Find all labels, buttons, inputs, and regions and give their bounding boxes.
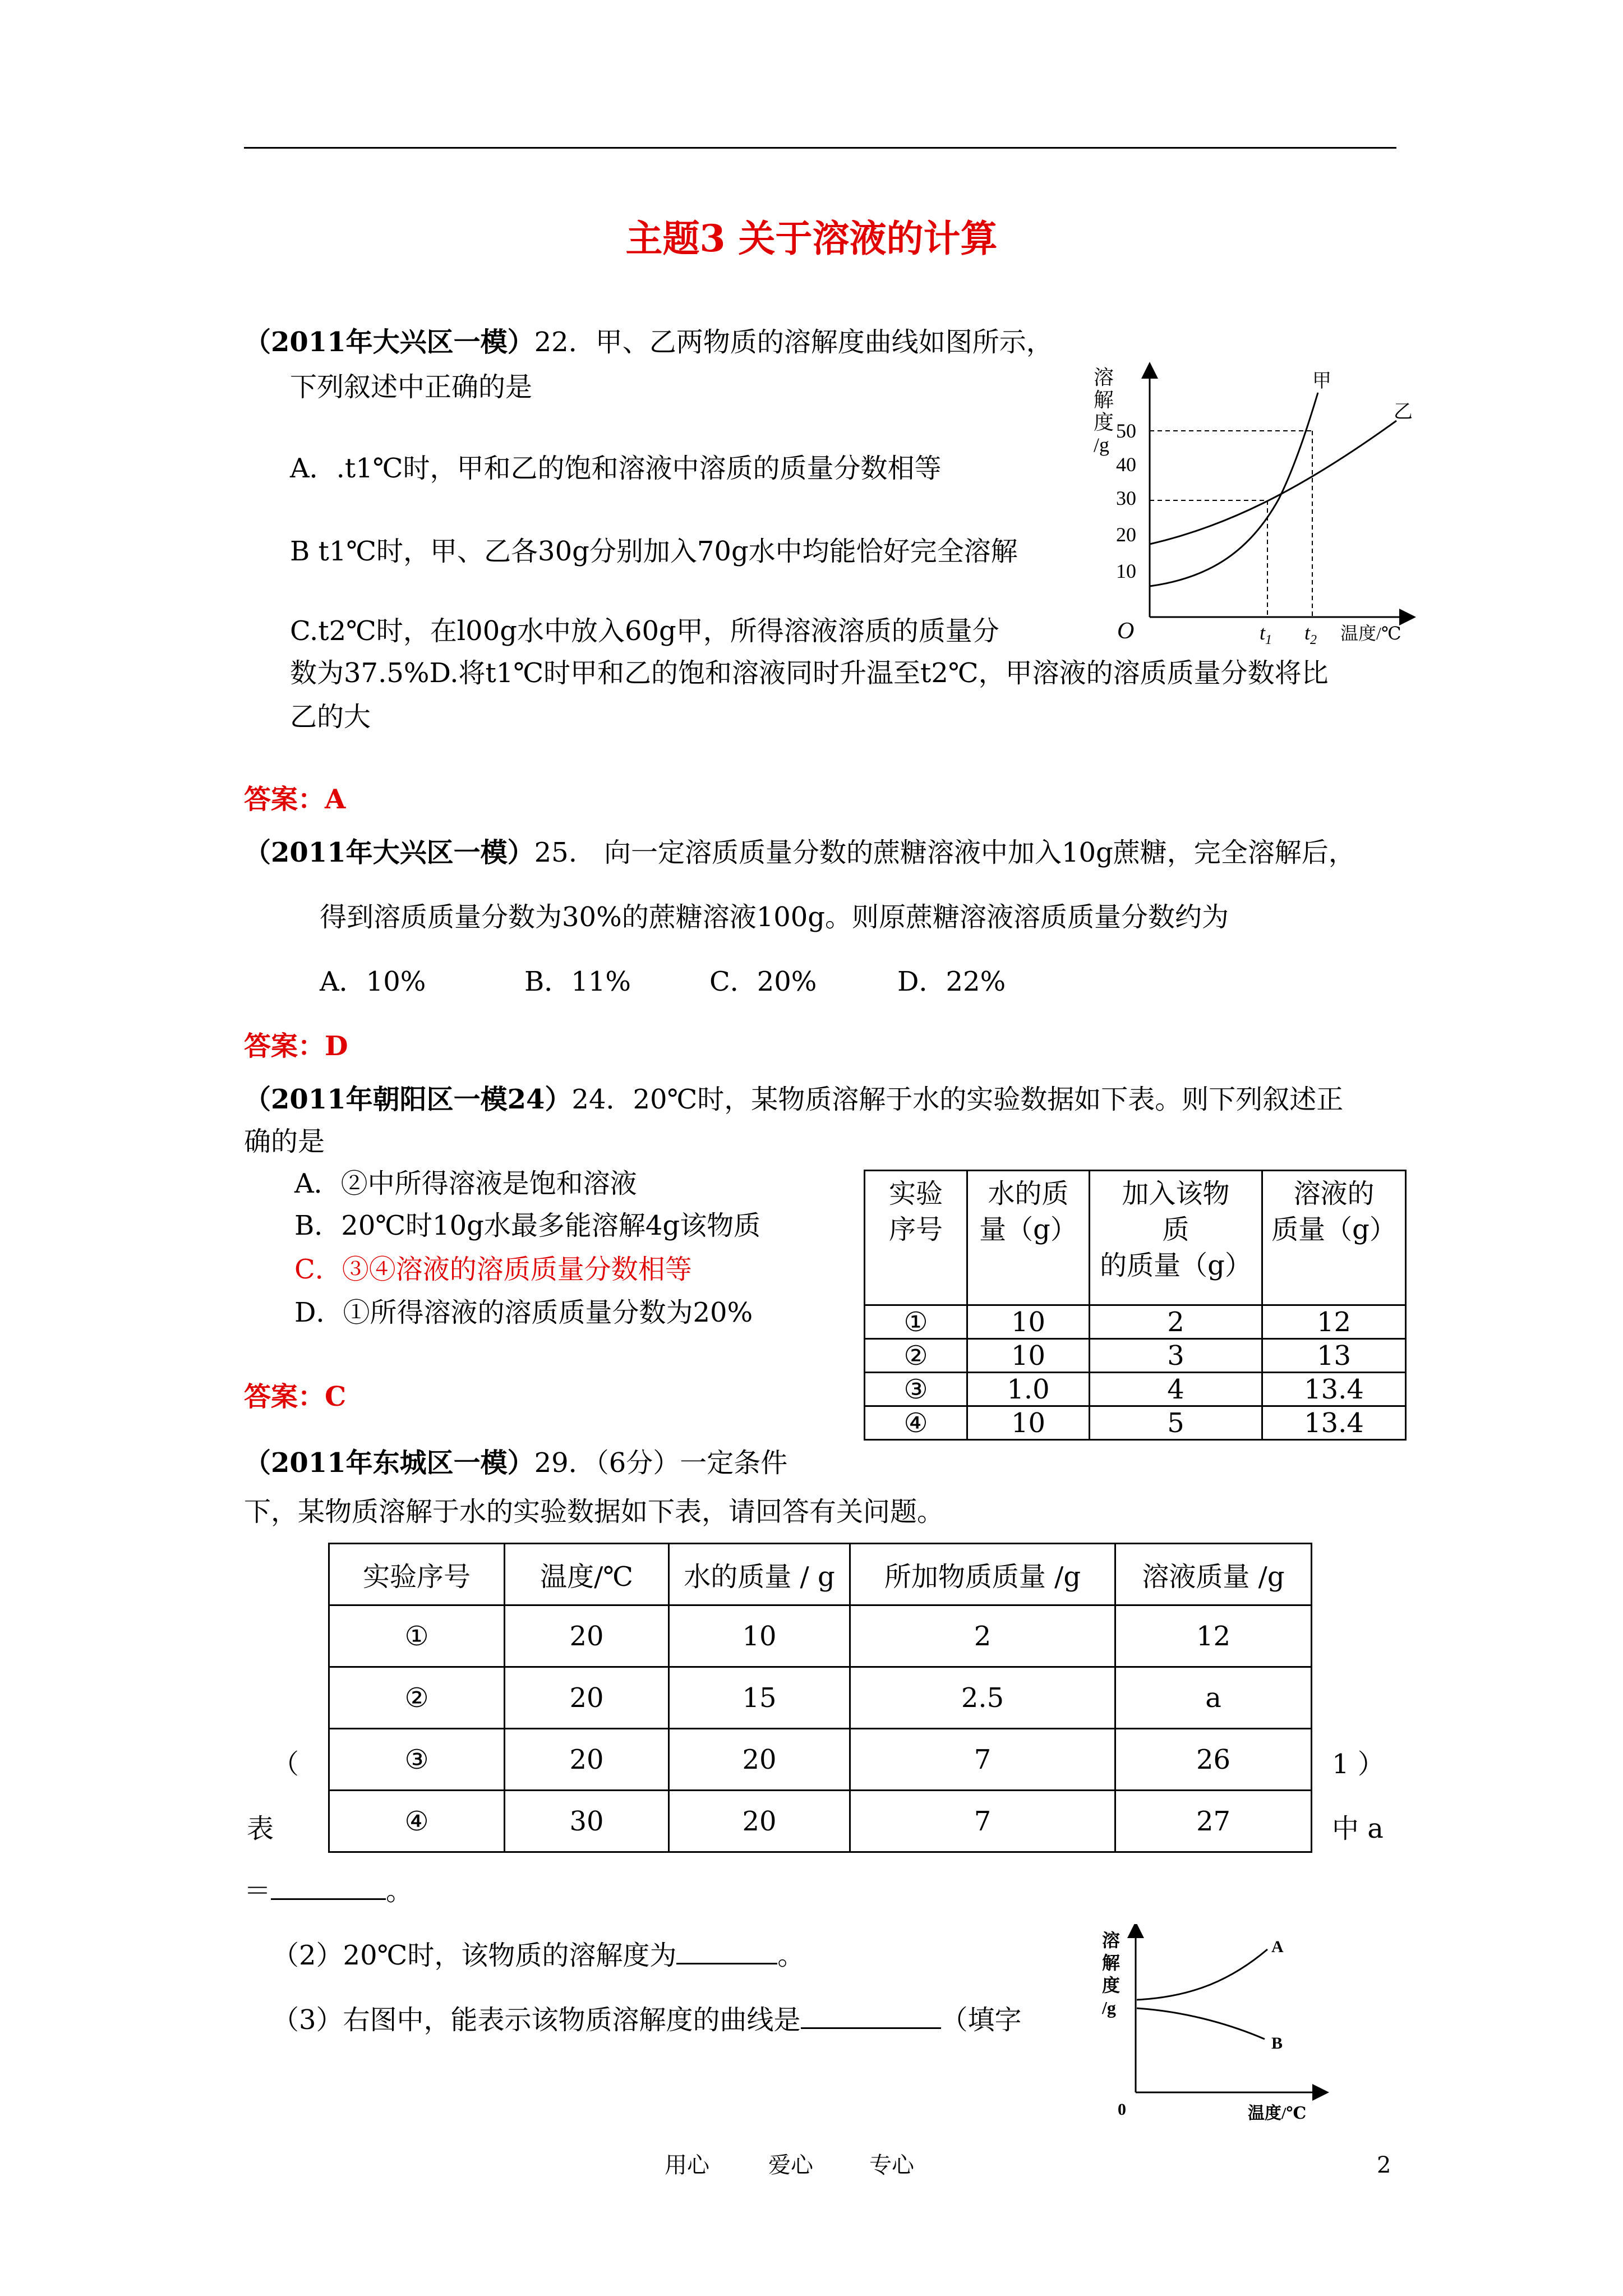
q22-ylabel-3: 度 bbox=[1094, 411, 1114, 434]
q25-option-a: A．10% bbox=[320, 966, 426, 997]
q22-stem-line1: （2011年大兴区一模）22．甲、乙两物质的溶解度曲线如图所示， bbox=[244, 326, 1053, 358]
table-row: ① 20 10 2 12 bbox=[329, 1605, 1312, 1667]
q22-xtick-t1: $t_1$ bbox=[1260, 622, 1272, 645]
q29-p1-blank-line: ＝ 。 bbox=[244, 1874, 413, 1908]
q29-p3: （3）右图中，能表示该物质溶解度的曲线是 （填字 bbox=[272, 2003, 1022, 2037]
q29-ylabel-2: 解 bbox=[1102, 1953, 1121, 1973]
header-rule bbox=[244, 147, 1396, 149]
q22-ytick-40: 40 bbox=[1116, 453, 1136, 476]
q24-source: （2011年朝阳区一模24） bbox=[244, 1084, 572, 1115]
q22-source: （2011年大兴区一模） bbox=[244, 326, 534, 358]
q22-option-cd: 数为37.5%D.将t1℃时甲和乙的饱和溶液同时升温至t2℃，甲溶液的溶质质量分数将比 bbox=[290, 657, 1329, 689]
q25-option-d: D．22% bbox=[897, 966, 1006, 997]
table-row: ③ 20 20 7 26 bbox=[329, 1729, 1312, 1791]
q29-p2: （2）20℃时，该物质的溶解度为 。 bbox=[272, 1938, 804, 1972]
q24-col-solution: 溶液的 质量（g） bbox=[1262, 1171, 1406, 1305]
table-row: ④ 30 20 7 27 bbox=[329, 1791, 1312, 1852]
q22-series-jia: 甲 bbox=[1312, 371, 1331, 392]
q22-curve-yi bbox=[1150, 421, 1396, 544]
q29-col-water: 水的质量 / g bbox=[669, 1544, 850, 1605]
q29-p1-table-word: 表 bbox=[247, 1813, 274, 1844]
q22-ytick-30: 30 bbox=[1116, 487, 1136, 509]
q22-origin: O bbox=[1117, 618, 1135, 644]
q29-col-solution: 溶液质量 /g bbox=[1115, 1544, 1312, 1605]
q25-answer: 答案：D bbox=[244, 1030, 348, 1062]
q29-col-index: 实验序号 bbox=[329, 1544, 505, 1605]
q29-p1-number: 1 ） bbox=[1332, 1749, 1385, 1780]
table-row: ④ 10 5 13.4 bbox=[865, 1406, 1406, 1440]
q22-ylabel-2: 解 bbox=[1094, 389, 1114, 411]
q22-answer: 答案：A bbox=[244, 784, 346, 815]
q29-source: （2011年东城区一模） bbox=[244, 1447, 534, 1479]
q25-stem-line2: 得到溶质质量分数为30%的蔗糖溶液100g。则原蔗糖溶液溶质质量分数约为 bbox=[320, 901, 1229, 933]
q24-option-a: A．②中所得溶液是饱和溶液 bbox=[294, 1168, 637, 1199]
q24-col-added: 加入该物 质 的质量（g） bbox=[1090, 1171, 1262, 1305]
q22-ytick-50: 50 bbox=[1116, 420, 1136, 442]
q24-option-d: D．①所得溶液的溶质质量分数为20% bbox=[294, 1297, 753, 1328]
q22-ylabel-1: 溶 bbox=[1094, 366, 1114, 389]
q29-curve-a bbox=[1137, 1949, 1267, 2000]
q29-data-table bbox=[328, 1543, 1312, 1853]
q29-stem-line2: 下，某物质溶解于水的实验数据如下表，请回答有关问题。 bbox=[244, 1496, 944, 1527]
page-number: 2 bbox=[1377, 2152, 1391, 2178]
q25-option-b: B．11% bbox=[524, 966, 631, 997]
q29-p1-middle: 中 a bbox=[1332, 1813, 1384, 1844]
footer-item-1: 用心 bbox=[665, 2152, 709, 2178]
q24-option-b: B．20℃时10g水最多能溶解4g该物质 bbox=[294, 1210, 761, 1241]
q25-source: （2011年大兴区一模） bbox=[244, 837, 534, 868]
footer-item-2: 爱心 bbox=[768, 2152, 813, 2178]
q22-option-d-end: 乙的大 bbox=[290, 701, 371, 733]
q29-curve-b bbox=[1137, 2008, 1265, 2039]
q24-col-index: 实验 序号 bbox=[865, 1171, 967, 1305]
q22-ytick-10: 10 bbox=[1116, 560, 1136, 582]
q29-table-header-row bbox=[329, 1544, 1312, 1605]
q25-option-c: C．20% bbox=[709, 966, 817, 997]
q22-ytick-20: 20 bbox=[1116, 523, 1136, 546]
q25-stem-line1: （2011年大兴区一模）25. 向一定溶质质量分数的蔗糖溶液中加入10g蔗糖，完全溶解后， bbox=[244, 837, 1355, 868]
q29-solubility-graph bbox=[1096, 1924, 1349, 2123]
q29-ylabel-4: /g bbox=[1102, 1998, 1116, 2018]
footer-item-3: 专心 bbox=[869, 2152, 914, 2178]
q29-curve-b-label: B bbox=[1271, 2034, 1283, 2053]
q29-col-temp: 温度/℃ bbox=[505, 1544, 669, 1605]
q29-curve-a-label: A bbox=[1271, 1938, 1284, 1956]
q22-xlabel: 温度/℃ bbox=[1340, 623, 1401, 643]
q29-stem-line1: （2011年东城区一模）29．（6分）一定条件 bbox=[244, 1447, 788, 1479]
table-row: ② 20 15 2.5 a bbox=[329, 1667, 1312, 1729]
q29-origin: 0 bbox=[1118, 2100, 1126, 2119]
q22-option-c: C.t2℃时，在l00g水中放入60g甲，所得溶液溶质的质量分 bbox=[290, 615, 999, 647]
table-row: ③ 1.0 4 13.4 bbox=[865, 1373, 1406, 1406]
q29-col-added: 所加物质质量 /g bbox=[850, 1544, 1115, 1605]
q24-answer: 答案：C bbox=[244, 1381, 347, 1412]
q29-p1-blank bbox=[271, 1874, 386, 1900]
q22-option-b: B t1℃时，甲、乙各30g分别加入70g水中均能恰好完全溶解 bbox=[290, 536, 1018, 567]
table-row: ① 10 2 12 bbox=[865, 1305, 1406, 1339]
q29-p3-blank bbox=[801, 2003, 941, 2029]
q29-ylabel-3: 度 bbox=[1102, 1975, 1121, 1995]
q29-p1-open: （ bbox=[272, 1749, 299, 1780]
q24-data-table bbox=[864, 1170, 1407, 1441]
q24-option-c: C．③④溶液的溶质质量分数相等 bbox=[294, 1254, 692, 1285]
q24-col-water: 水的质 量（g） bbox=[967, 1171, 1090, 1305]
q22-xtick-t2: $t_2$ bbox=[1304, 622, 1317, 645]
q22-ylabel-4: /g bbox=[1094, 434, 1110, 456]
q24-stem-line2: 确的是 bbox=[244, 1126, 325, 1157]
page-title: 主题3 关于溶液的计算 bbox=[625, 217, 998, 260]
q22-curve-jia bbox=[1150, 393, 1318, 586]
table-row: ② 10 3 13 bbox=[865, 1339, 1406, 1373]
q22-stem-line2: 下列叙述中正确的是 bbox=[290, 371, 533, 403]
q24-table-header-row bbox=[865, 1171, 1406, 1305]
q24-stem-line1: （2011年朝阳区一模24）24．20℃时，某物质溶解于水的实验数据如下表。则下列叙述正 bbox=[244, 1084, 1344, 1115]
q29-xlabel: 温度/℃ bbox=[1248, 2104, 1307, 2123]
q22-option-a: A．.t1℃时，甲和乙的饱和溶液中溶质的质量分数相等 bbox=[290, 453, 942, 484]
q29-ylabel-1: 溶 bbox=[1102, 1930, 1121, 1950]
q29-p2-blank bbox=[676, 1938, 777, 1964]
q22-series-yi: 乙 bbox=[1394, 402, 1413, 422]
q22-solubility-graph bbox=[1082, 359, 1419, 645]
